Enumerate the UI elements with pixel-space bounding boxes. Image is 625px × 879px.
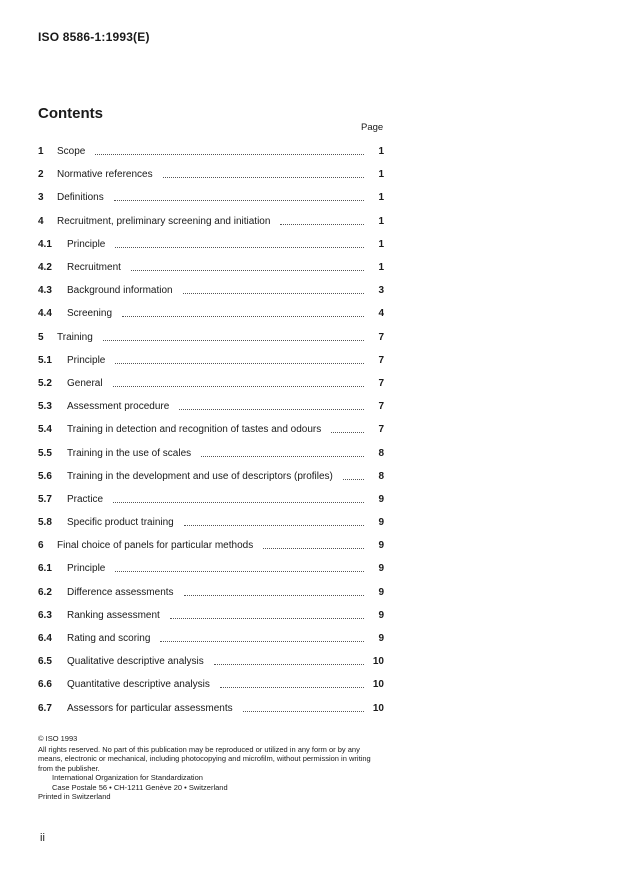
toc-entry-number: 6.1: [38, 563, 52, 575]
toc-entry[interactable]: [38, 697, 384, 720]
toc-entry-number: 3: [38, 192, 44, 204]
toc-entry-page: 10: [372, 656, 384, 668]
toc-entry-page: 9: [378, 517, 384, 529]
toc-entry[interactable]: [38, 511, 384, 534]
toc-entry[interactable]: [38, 395, 384, 418]
rights-statement: All rights reserved. No part of this publication may be reproduced or utilized in any form or by any means, electronic or mechanical, including photocopying and microfilm, without permission in writing from the publisher.: [38, 744, 371, 773]
toc-entry-number: 6: [38, 540, 44, 552]
toc-entry-number: 5.3: [38, 401, 52, 413]
toc-entry-number: 5.8: [38, 517, 52, 529]
toc-entry-page: 7: [378, 354, 384, 366]
dot-leader: [263, 548, 364, 549]
toc-entry-title: Recruitment, preliminary screening and initiation: [57, 215, 271, 227]
dot-leader: [114, 200, 364, 201]
toc-entry[interactable]: [38, 186, 384, 209]
dot-leader: [243, 711, 364, 712]
dot-leader: [343, 479, 364, 480]
toc-entry[interactable]: [38, 488, 384, 511]
toc-entry[interactable]: [38, 163, 384, 186]
toc-entry-page: 1: [378, 262, 384, 274]
table-of-contents: [38, 140, 384, 720]
dot-leader: [331, 432, 364, 433]
dot-leader: [122, 316, 364, 317]
dot-leader: [131, 270, 364, 271]
toc-entry-page: 3: [378, 285, 384, 297]
toc-entry-page: 7: [378, 424, 384, 436]
toc-entry[interactable]: [38, 302, 384, 325]
toc-entry[interactable]: [38, 140, 384, 163]
toc-entry-number: 5.2: [38, 377, 52, 389]
dot-leader: [115, 571, 364, 572]
dot-leader: [184, 525, 364, 526]
organization-address: Case Postale 56 • CH-1211 Genève 20 • Switzerland: [52, 782, 228, 792]
toc-entry-page: 7: [378, 401, 384, 413]
toc-entry[interactable]: [38, 279, 384, 302]
toc-entry-title: Scope: [57, 146, 86, 158]
toc-entry-title: Qualitative descriptive analysis: [67, 656, 204, 668]
page-column-header: Page: [361, 122, 384, 133]
toc-entry-title: Principle: [67, 563, 106, 575]
dot-leader: [115, 247, 364, 248]
toc-entry[interactable]: [38, 418, 384, 441]
toc-entry-number: 6.5: [38, 656, 52, 668]
toc-entry-page: 1: [378, 192, 384, 204]
toc-entry-page: 1: [378, 238, 384, 250]
toc-entry-page: 10: [372, 702, 384, 714]
toc-entry-number: 5.1: [38, 354, 52, 366]
toc-entry-number: 4.2: [38, 262, 52, 274]
toc-entry-number: 2: [38, 169, 44, 181]
toc-entry[interactable]: [38, 534, 384, 557]
toc-entry-title: Recruitment: [67, 262, 121, 274]
toc-entry-page: 9: [378, 609, 384, 621]
toc-entry-number: 6.7: [38, 702, 52, 714]
toc-entry[interactable]: [38, 372, 384, 395]
dot-leader: [163, 177, 364, 178]
toc-entry-title: Quantitative descriptive analysis: [67, 679, 210, 691]
toc-entry-page: 7: [378, 377, 384, 389]
toc-entry-title: Rating and scoring: [67, 633, 151, 645]
toc-entry-title: Assessors for particular assessments: [67, 702, 233, 714]
toc-entry-title: Training in the use of scales: [67, 447, 192, 459]
dot-leader: [214, 664, 364, 665]
toc-entry-number: 4.1: [38, 238, 52, 250]
toc-entry-number: 5: [38, 331, 44, 343]
dot-leader: [179, 409, 364, 410]
toc-entry-title: Assessment procedure: [67, 401, 170, 413]
toc-entry-title: Training in detection and recognition of tastes and odours: [67, 424, 322, 436]
toc-entry-title: Screening: [67, 308, 113, 320]
toc-entry[interactable]: [38, 465, 384, 488]
toc-entry-title: Normative references: [57, 169, 153, 181]
toc-entry-title: Final choice of panels for particular methods: [57, 540, 254, 552]
dot-leader: [115, 363, 364, 364]
toc-entry[interactable]: [38, 650, 384, 673]
toc-entry[interactable]: [38, 673, 384, 696]
toc-entry-number: 6.3: [38, 609, 52, 621]
toc-entry-number: 5.6: [38, 470, 52, 482]
dot-leader: [220, 687, 364, 688]
toc-entry-number: 6.6: [38, 679, 52, 691]
toc-entry[interactable]: [38, 256, 384, 279]
toc-entry-page: 1: [378, 215, 384, 227]
toc-entry-number: 4.3: [38, 285, 52, 297]
toc-entry-number: 4: [38, 215, 44, 227]
contents-title: Contents: [38, 105, 103, 122]
dot-leader: [95, 154, 364, 155]
document-id: ISO 8586-1:1993(E): [38, 30, 150, 44]
dot-leader: [103, 340, 364, 341]
copyright-footer: [38, 734, 386, 802]
printed-location: Printed in Switzerland: [38, 792, 111, 801]
toc-entry[interactable]: [38, 604, 384, 627]
toc-entry-page: 8: [378, 470, 384, 482]
toc-entry-number: 5.7: [38, 493, 52, 505]
dot-leader: [160, 641, 364, 642]
dot-leader: [113, 502, 364, 503]
toc-entry-title: Training in the development and use of descriptors (profiles): [67, 470, 333, 482]
organization-name: International Organization for Standardization: [52, 773, 203, 782]
toc-entry-page: 7: [378, 331, 384, 343]
page-number: ii: [40, 832, 45, 844]
toc-entry-title: Background information: [67, 285, 173, 297]
toc-entry-title: Training: [57, 331, 93, 343]
toc-entry[interactable]: [38, 557, 384, 580]
toc-entry-title: Principle: [67, 354, 106, 366]
dot-leader: [201, 456, 364, 457]
toc-entry-title: Principle: [67, 238, 106, 250]
toc-entry-number: 1: [38, 146, 44, 158]
toc-entry-title: General: [67, 377, 103, 389]
dot-leader: [113, 386, 364, 387]
dot-leader: [183, 293, 364, 294]
toc-entry[interactable]: [38, 581, 384, 604]
dot-leader: [170, 618, 364, 619]
toc-entry-page: 9: [378, 586, 384, 598]
toc-entry-number: 5.4: [38, 424, 52, 436]
toc-entry-page: 8: [378, 447, 384, 459]
copyright-line: © ISO 1993: [38, 734, 78, 743]
dot-leader: [184, 595, 364, 596]
toc-entry[interactable]: [38, 210, 384, 233]
toc-entry-page: 4: [378, 308, 384, 320]
toc-entry-page: 1: [378, 169, 384, 181]
toc-entry-number: 6.2: [38, 586, 52, 598]
toc-entry[interactable]: [38, 349, 384, 372]
toc-entry-page: 9: [378, 540, 384, 552]
toc-entry-title: Practice: [67, 493, 104, 505]
toc-entry-page: 10: [372, 679, 384, 691]
toc-entry-title: Definitions: [57, 192, 104, 204]
toc-entry-number: 5.5: [38, 447, 52, 459]
toc-entry-title: Ranking assessment: [67, 609, 160, 621]
toc-entry-title: Specific product training: [67, 517, 174, 529]
toc-entry-page: 1: [378, 146, 384, 158]
toc-entry-number: 4.4: [38, 308, 52, 320]
toc-entry-page: 9: [378, 493, 384, 505]
toc-entry[interactable]: [38, 441, 384, 464]
toc-entry[interactable]: [38, 326, 384, 349]
toc-entry-page: 9: [378, 563, 384, 575]
dot-leader: [280, 224, 364, 225]
toc-entry-number: 6.4: [38, 633, 52, 645]
toc-entry-title: Difference assessments: [67, 586, 174, 598]
toc-entry-page: 9: [378, 633, 384, 645]
toc-entry[interactable]: [38, 233, 384, 256]
toc-entry[interactable]: [38, 627, 384, 650]
